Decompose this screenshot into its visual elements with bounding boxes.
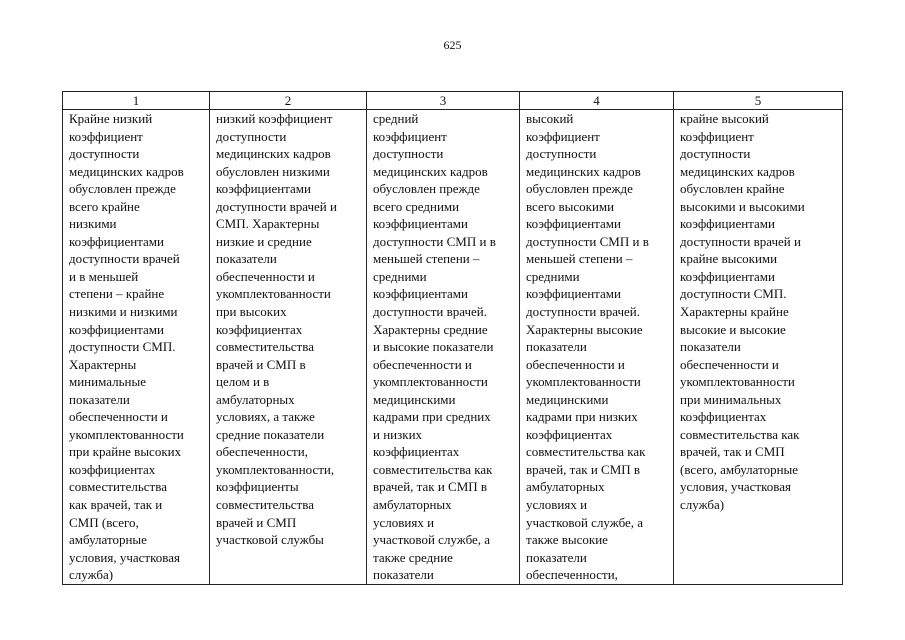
table-header-row [63, 92, 843, 110]
cell-text-line: Крайне низкий [69, 111, 153, 126]
cell-text-line: совместительства как [526, 444, 646, 460]
cell-text-line: и высокие показатели [373, 339, 494, 355]
cell-text-line: коэффициентах [680, 409, 767, 425]
cell-text-line: амбулаторных [526, 479, 605, 495]
cell-text-line: укомплектованности, [216, 461, 335, 477]
cell-text-line: коэффициент [69, 128, 143, 144]
cell-text-line: Характерны крайне [680, 304, 789, 320]
cell-text-line: как врачей, так и [69, 497, 163, 513]
table-cell [674, 110, 843, 585]
cell-text-line: при минимальных [680, 391, 782, 407]
cell-text-line: доступности врачей и [216, 198, 337, 214]
cell-text-line: коэффициент [526, 128, 600, 144]
cell-text-line: коэффициенты [216, 479, 299, 495]
cell-text-line: при крайне высоких [69, 444, 182, 460]
cell-text-line: низкие и средние [216, 233, 312, 249]
cell-text-line: Характерны высокие [526, 321, 643, 337]
cell-text-line: врачей и СМП в [216, 356, 306, 372]
cell-text-line: коэффициентами [680, 268, 775, 284]
cell-text-line: обусловлен прежде [526, 181, 633, 197]
cell-text-line: всего высокими [526, 198, 615, 214]
cell-text-line: обеспеченности и [216, 268, 315, 284]
page-number: 625 [443, 38, 462, 52]
cell-text-line: коэффициентами [373, 286, 468, 302]
cell-text-line: степени – крайне [69, 286, 165, 302]
column-header: 5 [674, 92, 843, 110]
cell-text-line: участковой службе, а [526, 514, 644, 530]
cell-text-line: коэффициентами [680, 216, 775, 232]
cell-text-line: совместительства как [373, 461, 493, 477]
cell-text-line: обеспеченности и [526, 356, 625, 372]
cell-text-line: доступности СМП. [69, 339, 176, 355]
cell-text-line: укомплектованности [216, 286, 331, 302]
cell-text-line: амбулаторных [373, 497, 452, 513]
cell-text-line: обеспеченности и [69, 409, 168, 425]
table-row [63, 110, 843, 585]
cell-text-line: средними [373, 268, 427, 284]
cell-text-line: совместительства [216, 497, 314, 513]
cell-text-line: высокими и высокими [680, 198, 805, 214]
cell-text-line: также средние [373, 549, 453, 565]
cell-text-line: доступности врачей. [526, 304, 641, 320]
cell-text-line: условиях и [526, 497, 588, 513]
cell-text-line: крайне высокими [680, 251, 778, 267]
cell-text-line: показатели [373, 567, 434, 583]
cell-text-line: коэффициент [680, 128, 754, 144]
cell-text-line: доступности врачей. [373, 304, 488, 320]
cell-text-line: условия, участковая [680, 479, 791, 495]
cell-text-line: коэффициентами [69, 321, 164, 337]
cell-text-line: всего средними [373, 198, 460, 214]
cell-text-line: доступности [526, 146, 597, 162]
column-header: 3 [367, 92, 520, 110]
cell-text-line: показатели [680, 339, 741, 355]
cell-text-line: коэффициентами [69, 233, 164, 249]
cell-text-line: обусловлен прежде [373, 181, 480, 197]
cell-text-line: коэффициентами [526, 286, 621, 302]
cell-text-line: условиях и [373, 514, 435, 530]
cell-text-line: доступности [373, 146, 444, 162]
cell-text-line: медицинскими [373, 391, 456, 407]
cell-text-line: медицинских кадров [216, 146, 331, 162]
cell-text-line: совместительства [69, 479, 167, 495]
cell-text-line: Характерны [69, 356, 137, 372]
table-cell [520, 110, 674, 585]
cell-text-line: показатели [526, 339, 587, 355]
cell-text-line: обеспеченности, [526, 567, 618, 583]
cell-text-line: меньшей степени – [373, 251, 480, 267]
cell-text-line: коэффициентами [216, 181, 311, 197]
cell-text-line: укомплектованности [373, 374, 488, 390]
cell-text-line: доступности врачей [69, 251, 180, 267]
cell-text-line: крайне высокий [680, 111, 769, 126]
cell-text-line: целом и в [216, 374, 270, 390]
cell-text-line: условиях, а также [216, 409, 315, 425]
cell-text-line: амбулаторных [216, 391, 295, 407]
cell-text-line: коэффициентах [373, 444, 460, 460]
cell-text-line: условия, участковая [69, 549, 180, 565]
cell-text-line: доступности врачей и [680, 233, 801, 249]
cell-text-line: средними [526, 268, 580, 284]
cell-text-line: кадрами при низких [526, 409, 638, 425]
cell-text-line: Характерны средние [373, 321, 488, 337]
cell-text-line: при высоких [216, 304, 287, 320]
table-cell [367, 110, 520, 585]
cell-text-line: и низких [373, 426, 423, 442]
cell-text-line: меньшей степени – [526, 251, 633, 267]
cell-text-line: СМП (всего, [69, 514, 139, 530]
cell-text-line: высокий [526, 111, 574, 126]
cell-text-line: обеспеченности и [373, 356, 472, 372]
cell-text-line: участковой службе, а [373, 532, 491, 548]
cell-text-line: медицинскими [526, 391, 609, 407]
cell-text-line: служба) [69, 567, 114, 583]
cell-text-line: коэффициентах [526, 426, 613, 442]
cell-text-line: кадрами при средних [373, 409, 491, 425]
cell-text-line: совместительства как [680, 426, 800, 442]
cell-text-line: врачей и СМП [216, 514, 297, 530]
cell-text-line: показатели [216, 251, 277, 267]
cell-text-line: коэффициентами [373, 216, 468, 232]
cell-text-line: амбулаторные [69, 532, 147, 548]
cell-text-line: обусловлен низкими [216, 163, 330, 179]
column-header: 1 [63, 92, 210, 110]
cell-text-line: также высокие [526, 532, 608, 548]
cell-text-line: коэффициентами [526, 216, 621, 232]
cell-text-line: доступности СМП и в [526, 233, 649, 249]
cell-text-line: служба) [680, 497, 725, 513]
cell-text-line: медицинских кадров [373, 163, 488, 179]
cell-text-line: средний [373, 111, 419, 126]
cell-text-line: укомплектованности [69, 426, 184, 442]
cell-text-line: обеспеченности, [216, 444, 308, 460]
cell-text-line: низкими и низкими [69, 304, 178, 320]
cell-text-line: участковой службы [216, 532, 324, 548]
cell-text-line: совместительства [216, 339, 314, 355]
cell-text-line: минимальные [69, 374, 146, 390]
cell-text-line: медицинских кадров [69, 163, 184, 179]
classification-table [62, 91, 843, 585]
cell-text-line: (всего, амбулаторные [680, 461, 799, 477]
cell-text-line: обусловлен прежде [69, 181, 176, 197]
cell-text-line: врачей, так и СМП в [526, 461, 641, 477]
cell-text-line: врачей, так и СМП [680, 444, 785, 460]
cell-text-line: низкими [69, 216, 117, 232]
cell-text-line: и в меньшей [69, 268, 139, 284]
cell-text-line: врачей, так и СМП в [373, 479, 488, 495]
cell-text-line: низкий коэффициент [216, 111, 333, 126]
cell-text-line: показатели [69, 391, 130, 407]
column-header: 2 [210, 92, 367, 110]
table-cell [210, 110, 367, 585]
cell-text-line: средние показатели [216, 426, 325, 442]
table-cell [63, 110, 210, 585]
cell-text-line: обеспеченности и [680, 356, 779, 372]
cell-text-line: укомплектованности [680, 374, 795, 390]
cell-text-line: медицинских кадров [680, 163, 795, 179]
cell-text-line: доступности СМП и в [373, 233, 496, 249]
column-header: 4 [520, 92, 674, 110]
cell-text-line: всего крайне [69, 198, 140, 214]
cell-text-line: медицинских кадров [526, 163, 641, 179]
cell-text-line: высокие и высокие [680, 321, 786, 337]
cell-text-line: СМП. Характерны [216, 216, 320, 232]
cell-text-line: доступности [69, 146, 140, 162]
cell-text-line: показатели [526, 549, 587, 565]
cell-text-line: укомплектованности [526, 374, 641, 390]
cell-text-line: обусловлен крайне [680, 181, 785, 197]
cell-text-line: коэффициент [373, 128, 447, 144]
cell-text-line: коэффициентах [69, 461, 156, 477]
cell-text-line: коэффициентах [216, 321, 303, 337]
cell-text-line: доступности [680, 146, 751, 162]
cell-text-line: доступности [216, 128, 287, 144]
cell-text-line: доступности СМП. [680, 286, 787, 302]
